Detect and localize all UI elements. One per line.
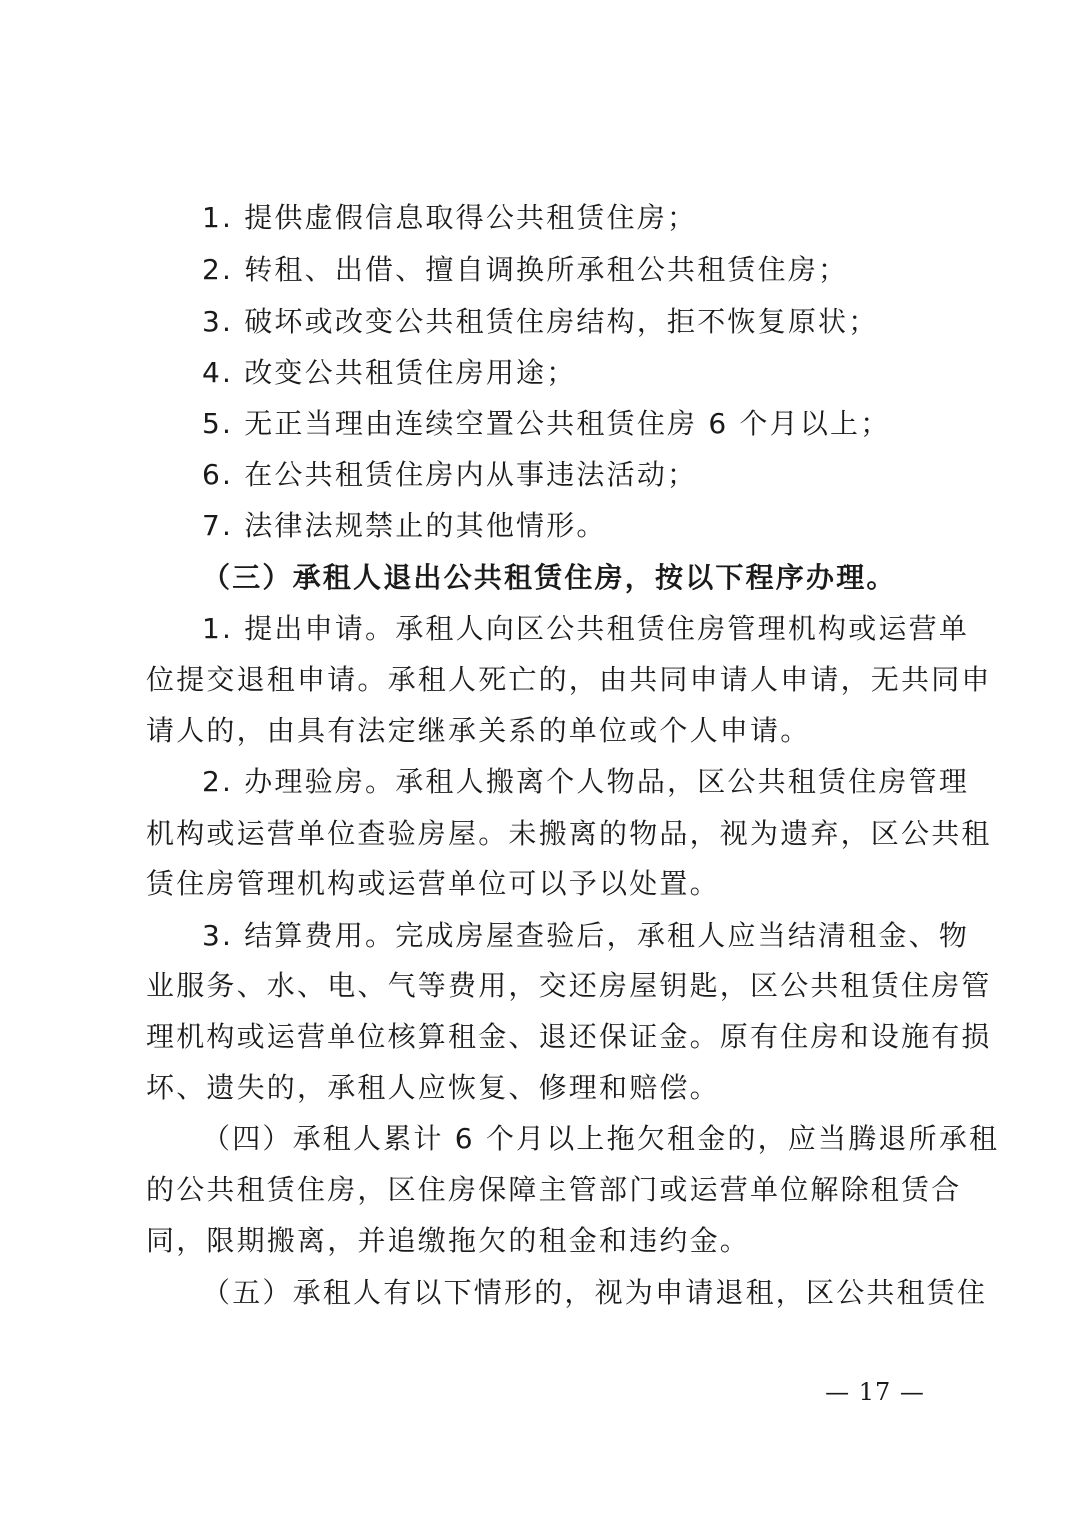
paragraph-line: 理机构或运营单位核算租金、退还保证金。原有住房和设施有损 <box>146 1020 992 1053</box>
paragraph-line: 赁住房管理机构或运营单位可以予以处置。 <box>146 867 720 900</box>
section-paragraph-5: （五）承租人有以下情形的，视为申请退租，区公共租赁住 <box>202 1276 988 1309</box>
list-item-1: 1. 提供虚假信息取得公共租赁住房； <box>202 201 698 234</box>
paragraph-line: 1. 提出申请。承租人向区公共租赁住房管理机构或运营单 <box>202 612 970 645</box>
list-item-3: 3. 破坏或改变公共租赁住房结构，拒不恢复原状； <box>202 305 879 338</box>
paragraph-line: 位提交退租申请。承租人死亡的，由共同申请人申请，无共同申 <box>146 663 992 696</box>
paragraph-line: 业服务、水、电、气等费用，交还房屋钥匙，区公共租赁住房管 <box>146 969 992 1002</box>
paragraph-line: 坏、遗失的，承租人应恢复、修理和赔偿。 <box>146 1071 720 1104</box>
list-item-5: 5. 无正当理由连续空置公共租赁住房 6 个月以上； <box>202 407 891 440</box>
section-paragraph-4: （四）承租人累计 6 个月以上拖欠租金的，应当腾退所承租 <box>202 1122 1000 1155</box>
list-item-7: 7. 法律法规禁止的其他情形。 <box>202 509 607 542</box>
page-number: — 17 — <box>825 1378 925 1406</box>
paragraph-line: 的公共租赁住房，区住房保障主管部门或运营单位解除租赁合 <box>146 1173 962 1206</box>
paragraph-line: 机构或运营单位查验房屋。未搬离的物品，视为遗弃，区公共租 <box>146 817 992 850</box>
list-item-2: 2. 转租、出借、擅自调换所承租公共租赁住房； <box>202 253 849 286</box>
paragraph-line: 同，限期搬离，并追缴拖欠的租金和违约金。 <box>146 1224 751 1257</box>
paragraph-line: 3. 结算费用。完成房屋查验后，承租人应当结清租金、物 <box>202 919 970 952</box>
list-item-4: 4. 改变公共租赁住房用途； <box>202 356 577 389</box>
list-item-6: 6. 在公共租赁住房内从事违法活动； <box>202 458 698 491</box>
section-heading-3: （三）承租人退出公共租赁住房，按以下程序办理。 <box>202 561 897 594</box>
paragraph-line: 请人的，由具有法定继承关系的单位或个人申请。 <box>146 714 811 747</box>
paragraph-line: 2. 办理验房。承租人搬离个人物品，区公共租赁住房管理 <box>202 765 970 798</box>
